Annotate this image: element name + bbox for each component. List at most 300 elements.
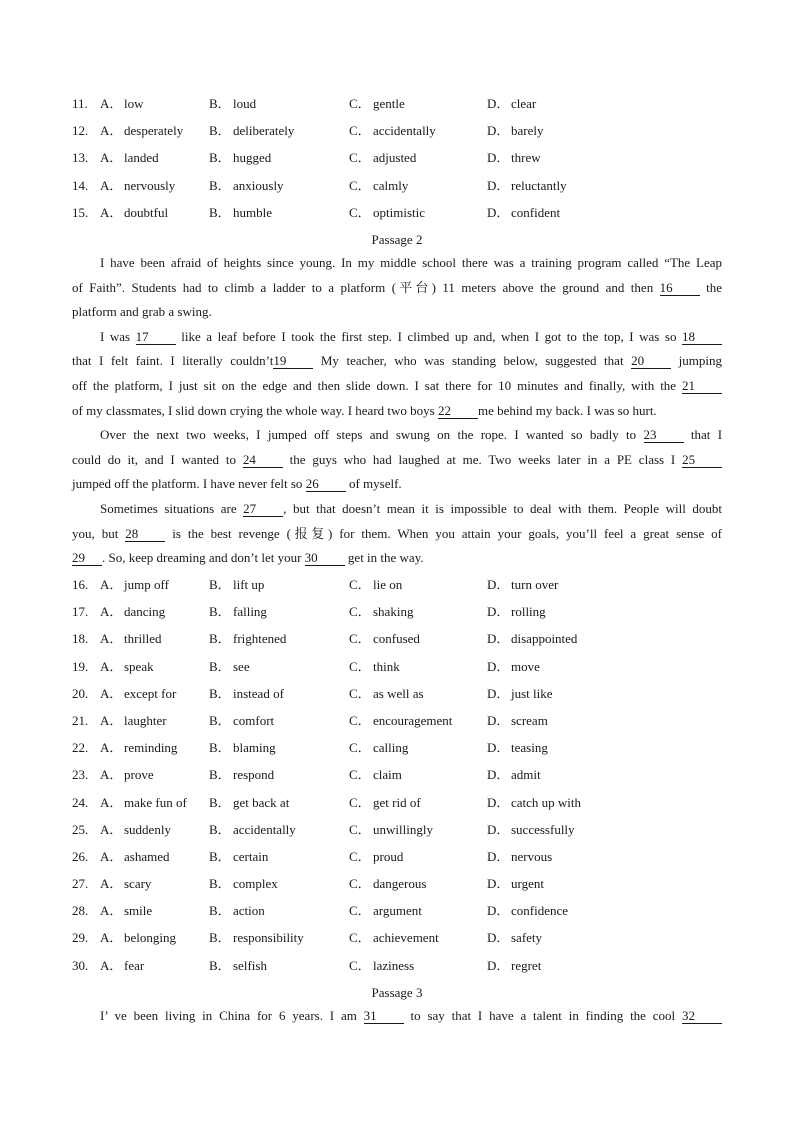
option-letter: A． (100, 848, 123, 864)
option-text: deliberately (233, 123, 295, 139)
blank-19[interactable]: 19 (273, 353, 313, 369)
option-d[interactable] (487, 822, 575, 838)
option-letter: B． (209, 577, 231, 592)
option-text: nervous (511, 848, 553, 864)
question-number: 25. (72, 821, 89, 837)
option-text: belonging (124, 930, 176, 946)
text-line: I was 17 like a leaf before I took the first step. I climbed up and, when I got to the top, I was so 18 (72, 325, 722, 350)
option-letter: A． (100, 767, 123, 783)
option-letter: B． (209, 767, 231, 783)
option-d[interactable] (487, 740, 548, 756)
option-text: move (511, 658, 540, 674)
question-number: 21. (72, 712, 89, 728)
text-line: could do it, and I wanted to 24 the guys who had laughed at me. Two weeks later in a PE class I 25 (72, 448, 722, 473)
option-text: desperately (124, 123, 184, 139)
option-text: proud (373, 848, 404, 864)
option-b[interactable] (209, 958, 267, 974)
option-text: anxiously (233, 177, 284, 193)
option-a[interactable] (100, 577, 169, 593)
option-text: barely (511, 123, 544, 139)
option-b[interactable] (209, 686, 284, 702)
option-a[interactable] (100, 205, 168, 221)
option-letter: D． (487, 604, 510, 620)
option-letter: B． (209, 204, 231, 220)
option-d[interactable] (487, 123, 543, 139)
option-text: low (124, 96, 144, 111)
option-text: ashamed (124, 848, 170, 864)
text-line: you, but 28 is the best revenge (报复) for them. When you attain your goals, you’ll feel a great sense of (72, 525, 723, 541)
option-c[interactable] (349, 96, 405, 112)
option-text: shaking (373, 604, 414, 620)
option-c[interactable] (349, 740, 408, 756)
question-number: 16. (72, 577, 89, 592)
option-text: rolling (511, 604, 546, 620)
option-b[interactable] (209, 903, 265, 919)
option-letter: D． (487, 767, 510, 783)
option-text: dancing (124, 604, 166, 620)
option-letter: D． (487, 930, 510, 946)
text-line: jumped off the platform. I have never felt so 26 of myself. (72, 476, 402, 492)
option-text: optimistic (373, 204, 425, 220)
question-number: 24. (72, 794, 89, 810)
option-text: reminding (124, 740, 178, 756)
option-letter: A． (100, 177, 123, 193)
option-letter: C． (349, 123, 371, 139)
question-row (72, 822, 732, 849)
question-number: 12. (72, 123, 89, 139)
option-text: clear (511, 96, 537, 111)
option-c[interactable] (349, 123, 436, 139)
option-letter: B． (209, 848, 231, 864)
question-number: 15. (72, 204, 89, 220)
option-d[interactable] (487, 795, 581, 811)
option-a[interactable] (100, 631, 162, 647)
option-text: certain (233, 848, 269, 864)
option-a[interactable] (100, 123, 183, 139)
text-line: Sometimes situations are 27 , but that doesn’t mean it is impossible to deal with them. People will doubt (100, 500, 723, 516)
option-text: comfort (233, 712, 275, 728)
option-letter: C． (349, 150, 371, 166)
option-text: get back at (233, 794, 290, 810)
option-a[interactable] (100, 958, 144, 974)
blank-26[interactable]: 26 (306, 476, 346, 492)
question-row (72, 876, 732, 903)
option-text: hugged (233, 150, 272, 166)
option-text: scream (511, 712, 548, 728)
option-d[interactable] (487, 930, 542, 946)
question-number: 29. (72, 930, 89, 946)
question-row (72, 795, 732, 822)
option-d[interactable] (487, 876, 544, 892)
blank-27[interactable]: 27 (243, 501, 283, 517)
question-number: 17. (72, 604, 89, 620)
option-c[interactable] (349, 795, 421, 811)
option-letter: A． (100, 123, 123, 139)
option-a[interactable] (100, 96, 144, 112)
option-c[interactable] (349, 767, 402, 783)
option-letter: C． (349, 767, 371, 783)
option-a[interactable] (100, 876, 151, 892)
option-text: gentle (373, 96, 405, 111)
option-letter: A． (100, 794, 123, 810)
option-text: encouragement (373, 712, 453, 728)
option-letter: D． (487, 876, 510, 892)
option-letter: A． (100, 96, 123, 111)
paragraph-2 (72, 325, 722, 423)
question-row (72, 740, 732, 767)
passage-3-title: Passage 3 (371, 985, 423, 1000)
blank-23[interactable]: 23 (644, 427, 684, 443)
option-b[interactable] (209, 849, 268, 865)
option-text: fear (124, 957, 145, 973)
option-a[interactable] (100, 767, 154, 783)
option-text: thrilled (124, 631, 162, 647)
option-text: see (233, 658, 250, 674)
option-text: adjusted (373, 150, 417, 166)
option-letter: C． (349, 957, 371, 973)
paragraph-1 (72, 1004, 722, 1029)
option-text: blaming (233, 740, 276, 756)
option-letter: B． (209, 177, 231, 193)
question-row (72, 659, 732, 686)
question-row (72, 903, 732, 930)
question-number: 20. (72, 685, 89, 701)
passage-2-text (72, 251, 722, 571)
option-letter: D． (487, 577, 510, 592)
option-letter: B． (209, 957, 231, 973)
passage-3-text (72, 1004, 722, 1029)
option-c[interactable] (349, 903, 422, 919)
option-text: think (373, 658, 400, 674)
question-number: 28. (72, 903, 89, 919)
option-c[interactable] (349, 849, 403, 865)
question-number: 19. (72, 658, 89, 674)
option-b[interactable] (209, 822, 296, 838)
option-text: lift up (233, 577, 265, 592)
option-c[interactable] (349, 822, 433, 838)
option-b[interactable] (209, 713, 274, 729)
option-letter: C． (349, 204, 371, 220)
option-text: disappointed (511, 631, 578, 647)
option-letter: D． (487, 204, 510, 220)
question-row (72, 631, 732, 658)
option-d[interactable] (487, 178, 567, 194)
option-d[interactable] (487, 150, 541, 166)
blank-21[interactable]: 21 (682, 378, 722, 394)
option-text: laughter (124, 712, 167, 728)
text-line: of my classmates, I slid down crying the whole way. I heard two boys 22 me behind my back. I was so hurt. (72, 402, 657, 418)
blank-30[interactable]: 30 (305, 550, 345, 566)
option-text: loud (233, 96, 257, 111)
option-a[interactable] (100, 795, 187, 811)
option-letter: A． (100, 876, 123, 892)
option-d[interactable] (487, 849, 552, 865)
paragraph-1 (72, 251, 722, 325)
option-letter: C． (349, 930, 371, 946)
option-letter: B． (209, 123, 231, 139)
text-line: platform and grab a swing. (72, 304, 212, 320)
option-text: jump off (124, 577, 169, 592)
text-line: that I felt faint. I literally couldn’t19 My teacher, who was standing below, suggested that 20 jumping (72, 353, 722, 369)
option-letter: B． (209, 903, 231, 919)
option-letter: B． (209, 930, 231, 946)
option-d[interactable] (487, 577, 558, 593)
option-c[interactable] (349, 150, 416, 166)
text-line: I’ ve been living in China for 6 years. I am 31 to say that I have a talent in finding the cool 32 (72, 1004, 722, 1029)
question-number: 18. (72, 631, 89, 647)
option-text: safety (511, 930, 543, 946)
question-row (72, 604, 732, 631)
option-d[interactable] (487, 96, 536, 112)
option-letter: B． (209, 794, 231, 810)
option-letter: B． (209, 821, 231, 837)
option-text: as well as (373, 685, 424, 701)
option-letter: B． (209, 876, 231, 892)
option-letter: A． (100, 903, 123, 919)
option-d[interactable] (487, 205, 560, 221)
option-d[interactable] (487, 713, 548, 729)
option-letter: A． (100, 204, 123, 220)
option-text: confident (511, 204, 561, 220)
option-text: just like (511, 685, 553, 701)
option-letter: C． (349, 685, 371, 701)
option-letter: B． (209, 685, 231, 701)
option-letter: A． (100, 685, 123, 701)
option-a[interactable] (100, 849, 169, 865)
option-letter: C． (349, 712, 371, 728)
option-text: action (233, 903, 265, 919)
option-b[interactable] (209, 876, 278, 892)
option-letter: D． (487, 848, 510, 864)
option-b[interactable] (209, 577, 264, 593)
option-text: confused (373, 631, 420, 647)
option-b[interactable] (209, 659, 250, 675)
option-text: threw (511, 150, 541, 166)
option-letter: C． (349, 740, 371, 756)
option-letter: D． (487, 821, 510, 837)
option-a[interactable] (100, 713, 167, 729)
option-text: confidence (511, 903, 569, 919)
option-a[interactable] (100, 659, 154, 675)
option-text: smile (124, 903, 153, 919)
blank-29[interactable]: 29 (72, 550, 102, 566)
question-row (72, 96, 732, 123)
option-c[interactable] (349, 205, 425, 221)
text-line: off the platform, I just sit on the edge and then slide down. I sat there for 10 minutes and finally, with the 21 (72, 374, 722, 399)
option-text: falling (233, 604, 267, 620)
option-letter: A． (100, 604, 123, 620)
option-text: doubtful (124, 204, 169, 220)
option-text: successfully (511, 821, 575, 837)
option-letter: C． (349, 631, 371, 647)
option-c[interactable] (349, 713, 452, 729)
blank-28[interactable]: 28 (125, 526, 165, 542)
option-a[interactable] (100, 930, 176, 946)
option-text: turn over (511, 577, 559, 592)
option-text: accidentally (233, 821, 296, 837)
option-letter: B． (209, 604, 231, 620)
option-a[interactable] (100, 822, 171, 838)
option-d[interactable] (487, 631, 577, 647)
option-letter: A． (100, 631, 123, 647)
option-text: scary (124, 876, 152, 892)
option-letter: B． (209, 658, 231, 674)
question-number: 22. (72, 740, 89, 756)
question-number: 27. (72, 876, 89, 892)
option-c[interactable] (349, 686, 424, 702)
option-c[interactable] (349, 659, 400, 675)
question-row (72, 123, 732, 150)
question-row (72, 178, 732, 205)
blank-32[interactable]: 32 (682, 1008, 722, 1024)
question-number: 13. (72, 150, 89, 166)
option-letter: D． (487, 150, 510, 166)
option-letter: D． (487, 96, 510, 111)
question-row (72, 930, 732, 957)
option-letter: D． (487, 740, 510, 756)
question-number: 23. (72, 767, 89, 783)
option-b[interactable] (209, 767, 274, 783)
option-text: complex (233, 876, 278, 892)
option-letter: C． (349, 604, 371, 620)
option-letter: C． (349, 658, 371, 674)
option-text: selfish (233, 957, 267, 973)
option-letter: B． (209, 96, 231, 111)
option-text: catch up with (511, 794, 582, 810)
option-letter: B． (209, 740, 231, 756)
option-c[interactable] (349, 604, 413, 620)
option-letter: A． (100, 150, 123, 166)
option-a[interactable] (100, 178, 175, 194)
question-number: 14. (72, 177, 89, 193)
option-b[interactable] (209, 150, 271, 166)
question-number: 11. (72, 96, 88, 111)
blank-16[interactable]: 16 (660, 280, 700, 296)
option-a[interactable] (100, 604, 165, 620)
passage-2-title: Passage 2 (371, 232, 423, 247)
option-text: speak (124, 658, 154, 674)
option-text: frightened (233, 631, 287, 647)
option-letter: C． (349, 96, 371, 111)
option-letter: D． (487, 712, 510, 728)
option-c[interactable] (349, 876, 426, 892)
option-text: except for (124, 685, 177, 701)
option-letter: D． (487, 658, 510, 674)
question-list-11-15 (72, 96, 732, 232)
option-c[interactable] (349, 631, 420, 647)
text-line: Over the next two weeks, I jumped off steps and swung on the rope. I wanted so badly to 23 that I (100, 427, 723, 443)
option-b[interactable] (209, 178, 284, 194)
blank-25[interactable]: 25 (682, 452, 722, 468)
option-d[interactable] (487, 903, 568, 919)
option-b[interactable] (209, 205, 272, 221)
question-list-16-30 (72, 577, 732, 985)
option-letter: A． (100, 957, 123, 973)
option-letter: D． (487, 903, 510, 919)
option-letter: C． (349, 177, 371, 193)
option-text: claim (373, 767, 402, 783)
option-a[interactable] (100, 686, 176, 702)
option-letter: D． (487, 177, 510, 193)
question-row (72, 577, 732, 604)
option-text: nervously (124, 177, 176, 193)
option-letter: C． (349, 876, 371, 892)
option-text: admit (511, 767, 541, 783)
option-text: landed (124, 150, 159, 166)
question-row (72, 205, 732, 232)
option-b[interactable] (209, 740, 276, 756)
option-letter: B． (209, 150, 231, 166)
blank-31[interactable]: 31 (364, 1008, 404, 1024)
blank-18[interactable]: 18 (682, 329, 722, 345)
question-row (72, 958, 732, 985)
blank-22[interactable]: 22 (438, 403, 478, 419)
text-line: 29 . So, keep dreaming and don’t let your 30 get in the way. (72, 550, 424, 566)
option-b[interactable] (209, 123, 294, 139)
option-text: get rid of (373, 794, 421, 810)
option-a[interactable] (100, 150, 159, 166)
question-row (72, 767, 732, 794)
option-d[interactable] (487, 767, 541, 783)
question-row (72, 150, 732, 177)
option-a[interactable] (100, 903, 152, 919)
option-text: make fun of (124, 794, 187, 810)
option-letter: A． (100, 577, 123, 592)
option-d[interactable] (487, 604, 546, 620)
text-line: I have been afraid of heights since young. In my middle school there was a training program called “The Leap (100, 255, 722, 270)
option-b[interactable] (209, 631, 286, 647)
text-line: of Faith”. Students had to climb a ladder to a platform (平台) 11 meters above the ground and then 16 the (72, 279, 722, 295)
option-d[interactable] (487, 686, 553, 702)
option-b[interactable] (209, 930, 304, 946)
option-letter: D． (487, 631, 510, 647)
option-c[interactable] (349, 930, 439, 946)
option-letter: C． (349, 903, 371, 919)
option-letter: C． (349, 848, 371, 864)
option-a[interactable] (100, 740, 177, 756)
question-row (72, 849, 732, 876)
option-letter: C． (349, 794, 371, 810)
option-d[interactable] (487, 958, 541, 974)
blank-17[interactable]: 17 (136, 329, 176, 345)
option-b[interactable] (209, 604, 267, 620)
option-c[interactable] (349, 577, 402, 593)
paragraph-4 (72, 497, 722, 571)
option-letter: D． (487, 685, 510, 701)
option-b[interactable] (209, 795, 289, 811)
option-c[interactable] (349, 958, 414, 974)
option-text: instead of (233, 685, 284, 701)
option-letter: D． (487, 123, 510, 139)
option-c[interactable] (349, 178, 408, 194)
option-d[interactable] (487, 659, 540, 675)
option-text: unwillingly (373, 821, 433, 837)
option-letter: B． (209, 631, 231, 647)
option-text: achievement (373, 930, 439, 946)
option-letter: A． (100, 740, 123, 756)
blank-24[interactable]: 24 (243, 452, 283, 468)
option-text: dangerous (373, 876, 427, 892)
option-text: respond (233, 767, 275, 783)
option-text: prove (124, 767, 154, 783)
blank-20[interactable]: 20 (631, 353, 671, 369)
option-text: accidentally (373, 123, 436, 139)
option-text: teasing (511, 740, 548, 756)
option-text: suddenly (124, 821, 171, 837)
option-b[interactable] (209, 96, 256, 112)
option-text: laziness (373, 957, 415, 973)
option-letter: A． (100, 712, 123, 728)
